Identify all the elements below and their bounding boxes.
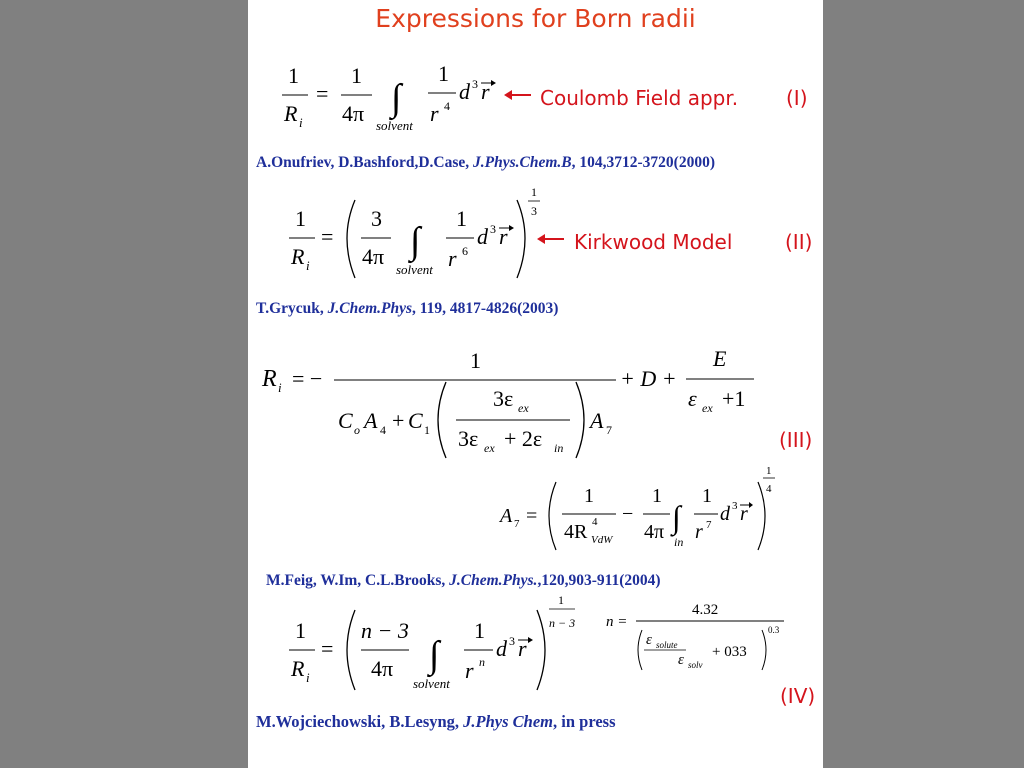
eq4-equals: = xyxy=(321,636,334,661)
eqA7-denominator-3: r xyxy=(695,521,703,543)
eqA7-denominator-2: 4π xyxy=(644,521,665,543)
eqA7-minus: − xyxy=(622,503,634,525)
equation-coulomb-field xyxy=(278,55,538,140)
eq3-a7-subscript: 7 xyxy=(606,423,612,437)
eqA7-lhs: A xyxy=(500,505,513,527)
annotation-kirkwood: Kirkwood Model xyxy=(574,230,733,254)
eqA7-denominator-1: 4R xyxy=(564,521,588,543)
eq2-integral-region: solvent xyxy=(396,262,433,277)
annotation-coulomb: Coulomb Field appr. xyxy=(540,86,739,110)
eq4-lhs-numerator: 1 xyxy=(295,618,306,643)
equation-tag-2: (II) xyxy=(785,230,813,254)
eqN-eps-solv: ε xyxy=(678,652,684,668)
eq4-exponent-numerator: 1 xyxy=(558,593,564,607)
eq2-differential-exp: 3 xyxy=(490,222,496,236)
eqA7-r-vector: r xyxy=(740,503,748,525)
equation-tag-1: (I) xyxy=(786,86,808,110)
eq3-c0-subscript: o xyxy=(354,423,360,437)
eqA7-differential-exp: 3 xyxy=(732,500,738,512)
reference-onufriev: A.Onufriev, D.Bashford,D.Case, J.Phys.Chem.B, 104,3712-3720(2000) xyxy=(256,154,715,171)
eq3-c1: C xyxy=(408,408,423,433)
eq4-integral-region: solvent xyxy=(413,676,450,691)
equation-wojciechowski xyxy=(283,590,583,695)
eq4-exponent-denominator: n − 3 xyxy=(549,616,576,630)
eqN-plus-constant: + 033 xyxy=(712,644,747,660)
eqN-numerator: 4.32 xyxy=(692,602,719,618)
eq2-equals: = xyxy=(321,224,334,249)
eq2-differential: d xyxy=(477,224,488,249)
eq1-power: 4 xyxy=(444,99,450,113)
eqA7-denominator-1-superscript: 4 xyxy=(592,516,598,528)
eq2-exponent-numerator: 1 xyxy=(531,185,537,199)
eq1-differential: d xyxy=(459,79,470,104)
eq2-const-denominator: 4π xyxy=(362,244,385,269)
eq3-inner-denominator-b-subscript: in xyxy=(554,441,564,455)
eq4-int-numerator: 1 xyxy=(474,618,485,643)
eqA7-exponent-denominator: 4 xyxy=(766,483,772,495)
eq3-plus-d: + D + xyxy=(620,366,677,391)
eqA7-lhs-subscript: 7 xyxy=(514,518,520,530)
eq2-power: 6 xyxy=(462,244,468,258)
equation-a7 xyxy=(496,462,786,554)
eq1-r-vector: r xyxy=(481,79,490,104)
eq3-c0: C xyxy=(338,408,353,433)
reference-wojciechowski: M.Wojciechowski, B.Lesyng, J.Phys Chem, in press xyxy=(256,712,616,731)
eq3-e-denominator-subscript: ex xyxy=(702,401,713,415)
eq2-integral: ∫ xyxy=(410,220,421,262)
eq1-lhs-denominator: R xyxy=(284,101,298,126)
eq3-a4-subscript: 4 xyxy=(380,423,386,437)
eq2-int-numerator: 1 xyxy=(456,206,467,231)
eq1-integral-region: solvent xyxy=(376,118,413,133)
eq1-int-denominator: r xyxy=(430,101,439,126)
eqA7-equals: = xyxy=(526,505,538,527)
eq4-lhs-subscript: i xyxy=(306,670,310,685)
eq3-a7: A xyxy=(590,408,604,433)
eq3-c1-subscript: 1 xyxy=(424,423,430,437)
eq3-numerator: 1 xyxy=(470,348,481,373)
eq3-equals-minus: = − xyxy=(292,366,323,391)
eqN-lhs: n = xyxy=(606,614,628,630)
eqA7-denominator-1-subscript: VdW xyxy=(591,534,613,546)
eq2-exponent-denominator: 3 xyxy=(531,204,537,218)
eqN-eps-solute-subscript: solute xyxy=(656,640,678,650)
eqA7-differential: d xyxy=(720,503,730,525)
eq3-inner-numerator: 3ε xyxy=(493,386,514,411)
eq1-int-numerator: 1 xyxy=(438,61,449,86)
eq3-e-numerator: E xyxy=(713,346,727,371)
eqN-eps-solv-subscript: solv xyxy=(688,660,703,670)
slide-title: Expressions for Born radii xyxy=(375,4,696,33)
eq3-lhs: R xyxy=(262,366,277,392)
reference-feig: M.Feig, W.Im, C.L.Brooks, J.Chem.Phys.,120,903-911(2004) xyxy=(266,572,661,589)
equation-n xyxy=(604,598,794,674)
eq3-plus: + xyxy=(392,408,405,433)
eqN-eps-solute: ε xyxy=(646,632,652,648)
eqA7-integral: ∫ xyxy=(672,499,681,535)
arrow-left-icon xyxy=(503,88,533,102)
eq3-inner-numerator-subscript: ex xyxy=(518,401,529,415)
eq1-integral: ∫ xyxy=(391,77,402,119)
eqA7-exponent-numerator: 1 xyxy=(766,465,772,477)
equation-tag-3: (III) xyxy=(779,428,813,452)
eq1-lhs-subscript: i xyxy=(299,115,303,130)
eq2-int-denominator: r xyxy=(448,246,457,271)
eq2-const-numerator: 3 xyxy=(371,206,382,231)
eq3-a4: A xyxy=(364,408,378,433)
eqN-exponent: 0.3 xyxy=(768,625,780,635)
equation-tag-4: (IV) xyxy=(780,684,816,708)
eq4-differential-exp: 3 xyxy=(509,634,515,648)
eq4-power: n xyxy=(479,655,485,669)
eq4-int-denominator: r xyxy=(465,658,474,683)
slide xyxy=(248,0,823,768)
eq4-integral: ∫ xyxy=(429,634,440,676)
eq4-lhs-denominator: R xyxy=(291,656,305,681)
eqA7-numerator-3: 1 xyxy=(702,485,712,507)
eqA7-integral-region: in xyxy=(674,535,684,549)
eq3-lhs-subscript: i xyxy=(278,380,282,395)
eqA7-denominator-3-superscript: 7 xyxy=(706,519,712,531)
eq1-const-denominator: 4π xyxy=(342,101,365,126)
equation-grycuk xyxy=(258,338,758,466)
eq1-differential-exp: 3 xyxy=(472,77,478,91)
arrow-left-icon xyxy=(536,232,566,246)
eq1-const-numerator: 1 xyxy=(351,63,362,88)
equation-kirkwood xyxy=(283,180,563,285)
eq4-const-numerator: n − 3 xyxy=(361,618,409,643)
eq1-lhs-numerator: 1 xyxy=(288,63,299,88)
eq3-e-denominator-tail: +1 xyxy=(722,386,746,411)
eqA7-numerator-1: 1 xyxy=(584,485,594,507)
eq2-r-vector: r xyxy=(499,224,508,249)
eq3-inner-denominator-a-subscript: ex xyxy=(484,441,495,455)
eq3-e-denominator: ε xyxy=(688,386,697,411)
eqA7-numerator-2: 1 xyxy=(652,485,662,507)
eq2-lhs-subscript: i xyxy=(306,258,310,273)
eq3-inner-denominator-b: + 2ε xyxy=(504,426,543,451)
reference-grycuk: T.Grycuk, J.Chem.Phys, 119, 4817-4826(2003) xyxy=(256,300,559,317)
eq4-r-vector: r xyxy=(518,636,527,661)
eq4-differential: d xyxy=(496,636,507,661)
eq2-lhs-denominator: R xyxy=(291,244,305,269)
eq2-lhs-numerator: 1 xyxy=(295,206,306,231)
eq3-inner-denominator-a: 3ε xyxy=(458,426,479,451)
eq1-equals: = xyxy=(316,81,329,106)
eq4-const-denominator: 4π xyxy=(371,656,394,681)
